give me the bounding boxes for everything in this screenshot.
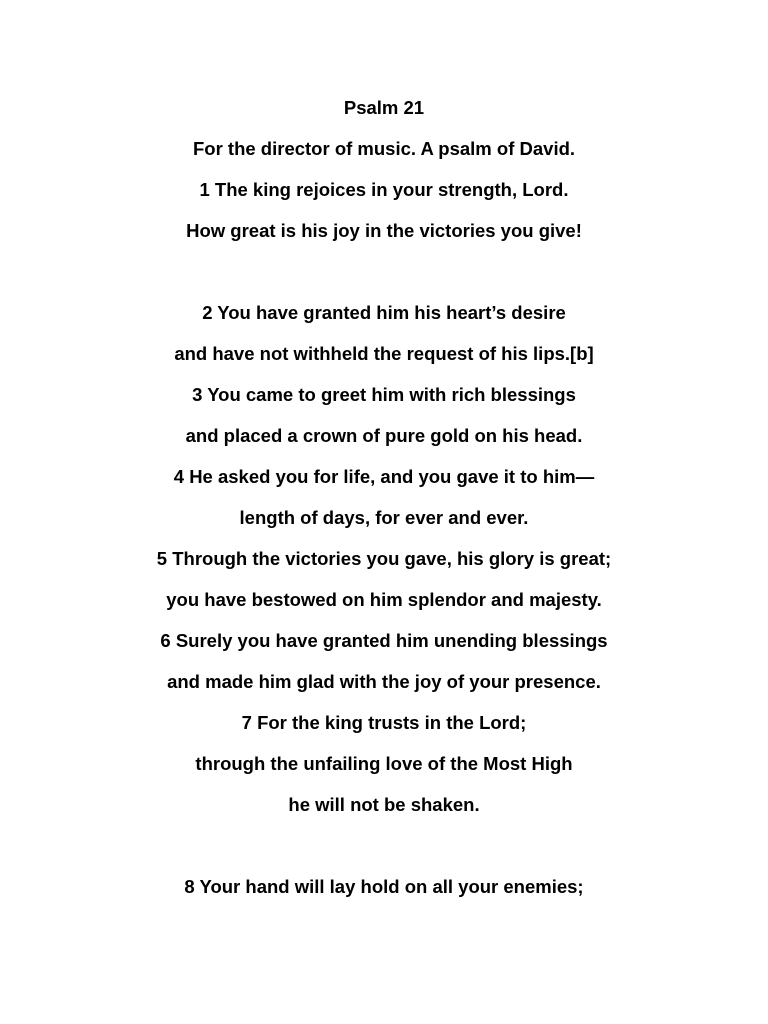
verse-line: and made him glad with the joy of your presence. [167, 671, 601, 692]
verse-line: 1 The king rejoices in your strength, Lord. [199, 179, 569, 200]
verse-line: and placed a crown of pure gold on his head. [185, 425, 583, 446]
verse-line: 7 For the king trusts in the Lord; [241, 712, 527, 733]
verse-line: through the unfailing love of the Most High [195, 753, 573, 774]
verse-line: you have bestowed on him splendor and majesty. [166, 589, 602, 610]
verse-line: he will not be shaken. [288, 794, 480, 815]
verse-line: How great is his joy in the victories you give! [186, 220, 582, 241]
verse-line: 8 Your hand will lay hold on all your enemies; [184, 876, 584, 897]
verse-line: 5 Through the victories you gave, his glory is great; [156, 548, 612, 569]
stanza-break [0, 825, 768, 866]
verse-line: 3 You came to greet him with rich blessings [192, 384, 576, 405]
verse-line: 2 You have granted him his heart’s desire [202, 302, 566, 323]
verse-line: 6 Surely you have granted him unending blessings [160, 630, 608, 651]
psalm-text [0, 87, 768, 907]
verse-line: and have not withheld the request of his lips.[b] [174, 343, 594, 364]
verse-line: 4 He asked you for life, and you gave it to him— [173, 466, 595, 487]
psalm-superscription: For the director of music. A psalm of David. [192, 138, 576, 159]
verse-line: length of days, for ever and ever. [239, 507, 529, 528]
psalm-title: Psalm 21 [343, 97, 425, 118]
stanza-break [0, 251, 768, 292]
